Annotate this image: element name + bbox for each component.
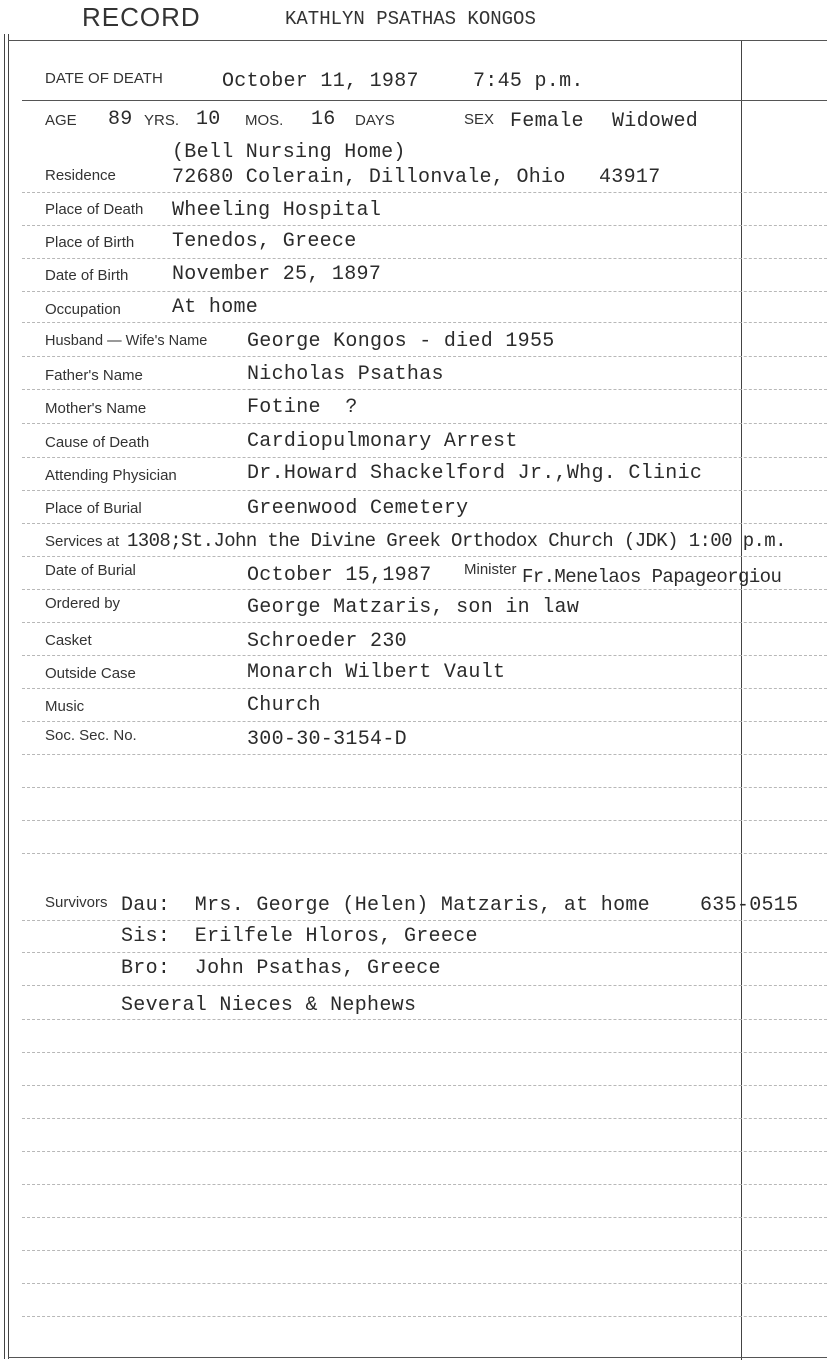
rule-cause [22,457,827,458]
date-of-birth-label: Date of Birth [45,267,129,284]
rule-casket [22,655,827,656]
yrs-label: YRS. [144,112,180,129]
minister-value: Fr.Menelaos Papageorgiou [522,566,782,588]
minister-label: Minister [464,561,517,578]
father-value: Nicholas Psathas [247,363,444,386]
left-margin-line-inner [8,34,9,1359]
cause-of-death-label: Cause of Death [45,434,150,451]
rule-after-death [22,100,827,101]
age-label: AGE [45,112,77,129]
place-of-birth-label: Place of Birth [45,234,135,251]
outside-case-value: Monarch Wilbert Vault [247,661,506,684]
residence-line1: (Bell Nursing Home) [172,141,406,164]
occupation-value: At home [172,296,259,319]
physician-label: Attending Physician [45,467,177,484]
occupation-label: Occupation [45,301,121,318]
sex-label: SEX [464,111,495,128]
blank-line [22,1316,827,1317]
place-of-death-value: Wheeling Hospital [172,199,382,222]
ordered-by-value: George Matzaris, son in law [247,596,580,619]
rule-survivor-2 [22,952,827,953]
sex-value: Female [510,110,584,133]
blank-line [22,1283,827,1284]
blank-line [22,1085,827,1086]
rule-date-of-birth [22,291,827,292]
survivor-sister: Sis: Erilfele Hloros, Greece [121,925,478,948]
age-months-value: 10 [196,108,221,131]
casket-value: Schroeder 230 [247,630,407,653]
blank-line [22,820,827,821]
survivor-daughter: Dau: Mrs. George (Helen) Matzaris, at home [121,894,650,917]
date-of-burial-value: October 15,1987 [247,564,432,587]
rule-place-of-birth [22,258,827,259]
time-of-death-value: 7:45 p.m. [473,70,584,93]
place-of-burial-value: Greenwood Cemetery [247,497,469,520]
rule-survivor-1 [22,920,827,921]
age-days-value: 16 [311,108,336,131]
outside-case-label: Outside Case [45,665,136,682]
date-of-death-label: DATE OF DEATH [45,70,163,87]
residence-zip: 43917 [599,166,661,189]
ordered-by-label: Ordered by [45,595,121,612]
mother-value: Fotine ? [247,396,358,419]
ssn-value: 300-30-3154-D [247,728,407,751]
ssn-label: Soc. Sec. No. [45,727,137,744]
physician-value: Dr.Howard Shackelford Jr.,Whg. Clinic [247,462,703,485]
music-value: Church [247,694,321,717]
record-heading: RECORD [82,2,201,32]
rule-residence [22,192,827,193]
rule-spouse [22,356,827,357]
rule-place-of-death [22,225,827,226]
rule-mother [22,423,827,424]
rule-burial-date [22,589,827,590]
residence-label: Residence [45,167,116,184]
spouse-label: Husband — Wife's Name [45,333,208,349]
survivor-nieces-nephews: Several Nieces & Nephews [121,994,417,1017]
date-of-birth-value: November 25, 1897 [172,263,382,286]
survivor-phone: 635-0515 [700,894,799,917]
deceased-name: KATHLYN PSATHAS KONGOS [285,8,536,30]
services-value: 1308;St.John the Divine Greek Orthodox Church (JDK) 1:00 p.m. [127,530,786,552]
age-years-value: 89 [108,108,133,131]
place-of-birth-value: Tenedos, Greece [172,230,357,253]
father-label: Father's Name [45,367,143,384]
days-label: DAYS [355,112,395,129]
date-of-burial-label: Date of Burial [45,562,136,579]
rule-survivor-3 [22,985,827,986]
spouse-value: George Kongos - died 1955 [247,330,555,353]
rule-survivor-4 [22,1019,827,1020]
bottom-rule [8,1357,827,1358]
music-label: Music [45,698,85,715]
blank-line [22,853,827,854]
blank-line [22,787,827,788]
survivors-label: Survivors [45,894,108,911]
marital-status-value: Widowed [612,110,699,133]
casket-label: Casket [45,632,92,649]
left-margin-line [4,34,5,1359]
blank-line [22,1151,827,1152]
cause-of-death-value: Cardiopulmonary Arrest [247,430,518,453]
right-column-line [741,40,742,1360]
blank-line [22,1118,827,1119]
place-of-death-label: Place of Death [45,201,144,218]
survivor-brother: Bro: John Psathas, Greece [121,957,441,980]
blank-line [22,1052,827,1053]
residence-line2: 72680 Colerain, Dillonvale, Ohio [172,166,566,189]
services-label: Services at [45,533,120,550]
rule-occupation [22,322,827,323]
rule-burial-place [22,523,827,524]
blank-line [22,1217,827,1218]
top-rule [8,40,827,41]
rule-father [22,389,827,390]
rule-outside-case [22,688,827,689]
rule-ordered [22,622,827,623]
blank-line [22,1250,827,1251]
mos-label: MOS. [245,112,284,129]
place-of-burial-label: Place of Burial [45,500,142,517]
rule-music [22,721,827,722]
blank-line [22,1184,827,1185]
rule-services [22,556,827,557]
rule-ssn [22,754,827,755]
rule-physician [22,490,827,491]
mother-label: Mother's Name [45,400,147,417]
date-of-death-value: October 11, 1987 [222,70,419,93]
